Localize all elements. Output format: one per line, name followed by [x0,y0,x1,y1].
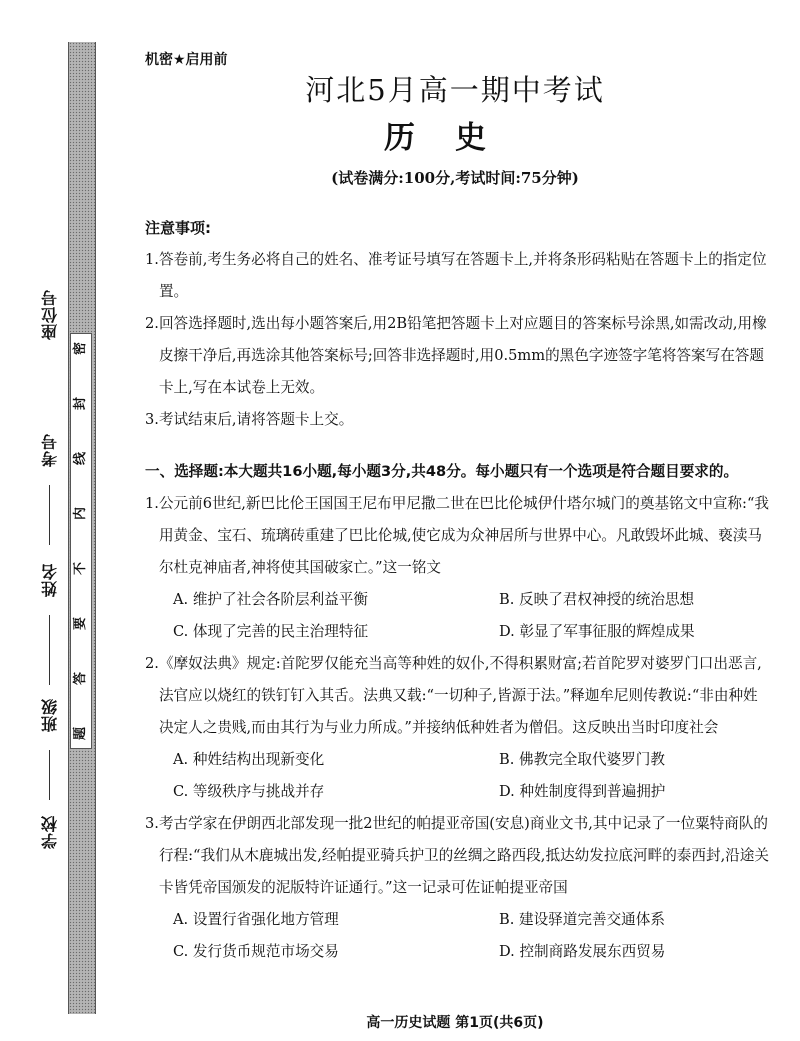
option-a: A. 种姓结构出现新变化 [173,751,325,768]
question-stem [145,488,770,584]
option-d: D. 种姓制度得到普遍拥护 [499,783,666,800]
notice-item-number: 2. [145,315,159,332]
confidential-label: 机密★启用前 [145,52,228,68]
subject-title: 历史 [384,120,526,156]
field-school: 学校 [40,815,60,850]
field-class: 班级 [40,698,60,732]
question-text: 考古学家在伊朗西北部发现一批2世纪的帕提亚帝国(安息)商业文书,其中记录了一位粟特商队的行程:“我们从木鹿城出发,经帕提亚骑兵护卫的丝绸之路西段,抵达幼发拉底河畔的泰西封,沿途关卡皆凭帝国颁发的泥版特许证通行。”这一记录可佐证帕提亚帝国 [158,815,769,896]
seal-char: 封 [73,396,89,411]
option-c: C. 发行货币规范市场交易 [173,943,339,960]
seal-line-box [70,333,92,749]
binding-info [30,260,70,860]
option-b: B. 建设驿道完善交通体系 [499,911,665,928]
option-a: A. 维护了社会各阶层利益平衡 [173,591,368,608]
question-options [145,744,770,808]
option-c: C. 等级秩序与挑战并存 [173,783,325,800]
notice-item [145,244,770,308]
question-stem [145,648,770,744]
question-options [145,904,770,968]
fill-line [49,750,50,800]
exam-title: 河北5月高一期中考试 [305,73,605,107]
option-b: B. 佛教完全取代婆罗门教 [499,751,665,768]
question-number: 2. [145,655,159,672]
seal-char: 要 [73,616,89,631]
question-number: 1. [145,495,159,512]
seal-char: 密 [73,341,89,356]
seal-char: 内 [73,506,89,521]
notice-item [145,404,770,436]
notice-item-text: 答卷前,考生务必将自己的姓名、准考证号填写在答题卡上,并将条形码粘贴在答题卡上的指定位置。 [158,251,767,300]
question-text: 《摩奴法典》规定:首陀罗仅能充当高等种姓的奴仆,不得积累财富;若首陀罗对婆罗门口出恶言,法官应以烧红的铁钉钉入其舌。法典又载:“一切种子,皆源于法。”释迦牟尼则传教说:“非由种姓决定人之贵贱,而由其行为与业力所成。”并接纳低种姓者为僧侣。这反映出当时印度社会 [158,655,762,736]
exam-info: (试卷满分:100分,考试时间:75分钟) [331,169,579,187]
notice-item-number: 1. [145,251,159,268]
exam-content [145,212,770,968]
question-2 [145,648,770,808]
notice-heading: 注意事项: [145,219,211,237]
seal-char: 线 [73,451,89,466]
page-footer: 高一历史试题 第1页(共6页) [366,1015,544,1031]
fill-line [49,615,50,685]
seal-char: 题 [73,726,89,741]
option-d: D. 彰显了军事征服的辉煌成果 [499,623,695,640]
notice-item-number: 3. [145,411,159,428]
option-b: B. 反映了君权神授的统治思想 [499,591,695,608]
notice-item-text: 回答选择题时,选出每小题答案后,用2B铅笔把答题卡上对应题目的答案标号涂黑,如需改动,用橡皮擦干净后,再选涂其他答案标号;回答非选择题时,用0.5mm的黑色字迹签字笔将答案写在答题卡上,写在本试卷上无效。 [158,315,767,396]
seal-char: 答 [73,671,89,686]
notice-item [145,308,770,404]
question-1 [145,488,770,648]
notice-item-text: 考试结束后,请将答题卡上交。 [158,411,354,428]
option-d: D. 控制商路发展东西贸易 [499,943,666,960]
section-heading: 一、选择题:本大题共16小题,每小题3分,共48分。每小题只有一个选项是符合题目要求的。 [145,463,739,480]
option-c: C. 体现了完善的民主治理特征 [173,623,369,640]
field-seat-number: 座位号 [40,289,60,341]
question-number: 3. [145,815,159,832]
field-exam-number: 考号 [40,433,60,467]
question-stem [145,808,770,904]
fill-line [49,485,50,545]
question-text: 公元前6世纪,新巴比伦王国国王尼布甲尼撒二世在巴比伦城伊什塔尔城门的奠基铭文中宣称:“我用黄金、宝石、琉璃砖重建了巴比伦城,使它成为众神居所与世界中心。凡敢毁坏此城、亵渎马尔杜克神庙者,神将使其国破家亡。”这一铭文 [158,495,769,576]
question-options [145,584,770,648]
option-a: A. 设置行省强化地方管理 [173,911,339,928]
seal-char: 不 [73,561,89,576]
question-3 [145,808,770,968]
field-name: 姓名 [40,563,60,597]
